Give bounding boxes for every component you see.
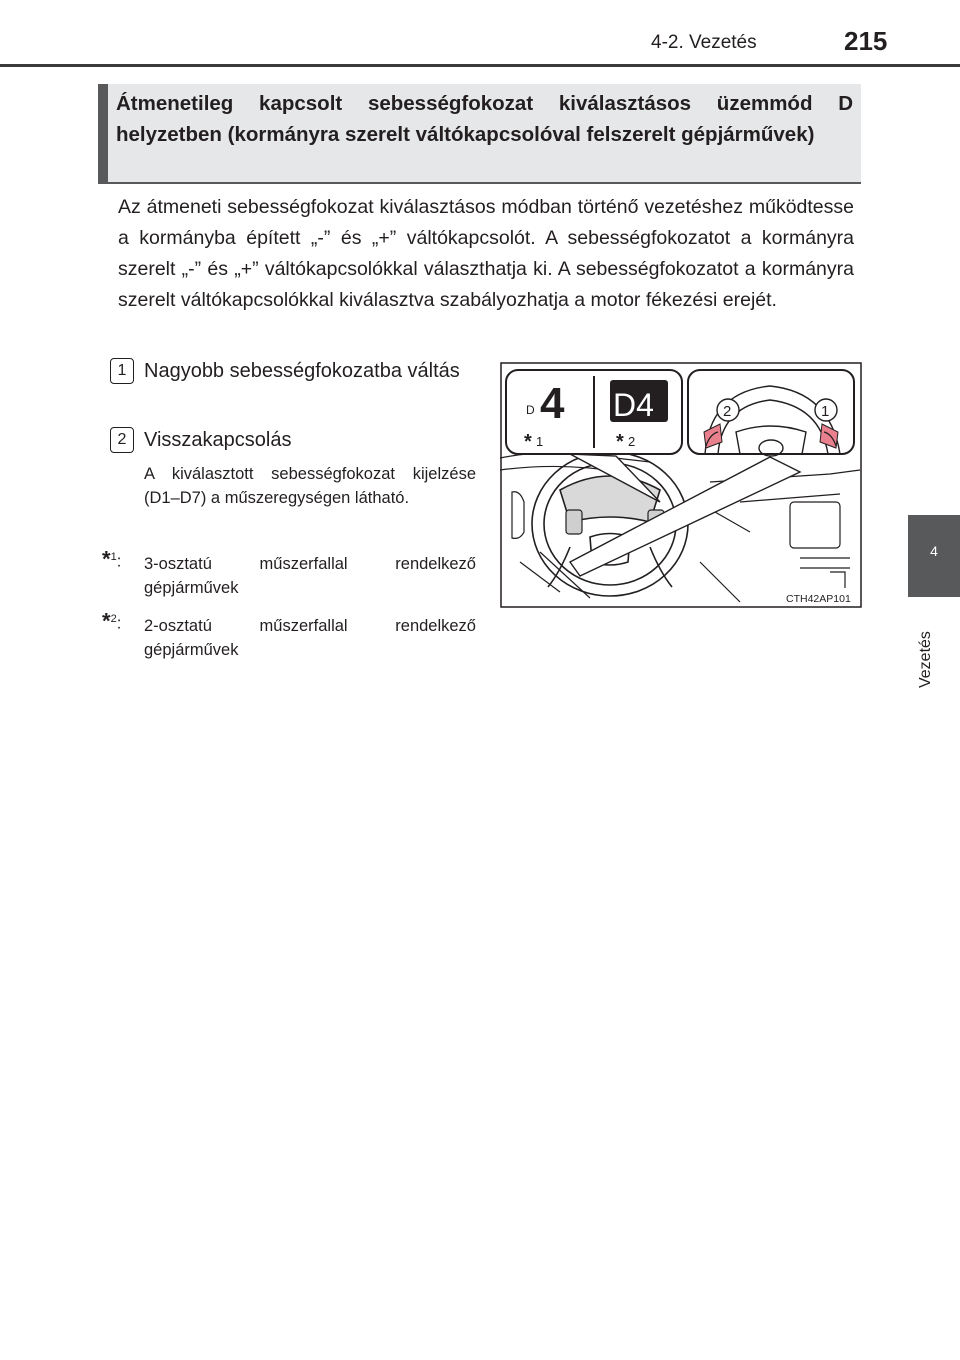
display2-gear-text: D4 — [613, 387, 654, 423]
page-number: 215 — [844, 26, 888, 56]
chapter-label: Vezetés — [917, 631, 934, 688]
callout-2-text: 2 — [723, 403, 732, 420]
footnote-marker: *$^2$: — [102, 608, 122, 634]
list-item-upshift: Nagyobb sebességfokozatba váltás — [144, 360, 460, 382]
figure-code: CTH42AP101 — [786, 593, 851, 605]
section-heading-box — [98, 84, 861, 184]
steering-wheel-illustration — [500, 362, 862, 608]
label-num: 1 — [536, 434, 544, 449]
footnote-text: 2-osztatú műszerfallal rendelkező gépjárművek — [144, 617, 476, 659]
intro-paragraph: Az átmeneti sebességfokozat kiválasztásos módban történő vezetéshez működtesse a kormányba épített „-” és „+” váltókapcsolót. A sebességfokozatot a kormányra szerelt „-” és „+” váltókapcsolókkal választhatja ki. A sebességfokozatot a kormányra szerelt váltókapcsolókkal kiválasztva szabályozhatja a motor fékezési erejét. — [118, 196, 854, 311]
label-star: * — [616, 431, 624, 453]
gear-display-note: A kiválasztott sebességfokozat kijelzése (D1–D7) a műszeregységen látható. — [144, 465, 476, 507]
label-star: * — [524, 431, 532, 453]
item-number-badge: 2 — [110, 427, 134, 453]
header-divider — [0, 64, 960, 67]
item-number-badge: 1 — [110, 358, 134, 384]
label-num: 2 — [628, 434, 636, 449]
display1-gear-text: 4 — [540, 379, 565, 428]
callout-1-text: 1 — [821, 403, 830, 420]
list-item-downshift: Visszakapcsolás — [144, 429, 292, 451]
chapter-tab[interactable] — [908, 515, 960, 597]
footnote-text: 3-osztatú műszerfallal rendelkező gépjárművek — [144, 555, 476, 597]
section-title: 4-2. Vezetés — [651, 32, 757, 53]
footnote-marker: *$^1$: — [102, 546, 122, 572]
section-heading: Átmenetileg kapcsolt sebességfokozat kiválasztásos üzemmód D helyzetben (kormányra szerelt váltókapcsolóval felszerelt gépjárművek) — [116, 92, 853, 146]
heading-accent-bar — [98, 84, 108, 182]
chapter-number: 4 — [930, 543, 938, 559]
display1-small-text: D — [526, 403, 535, 417]
